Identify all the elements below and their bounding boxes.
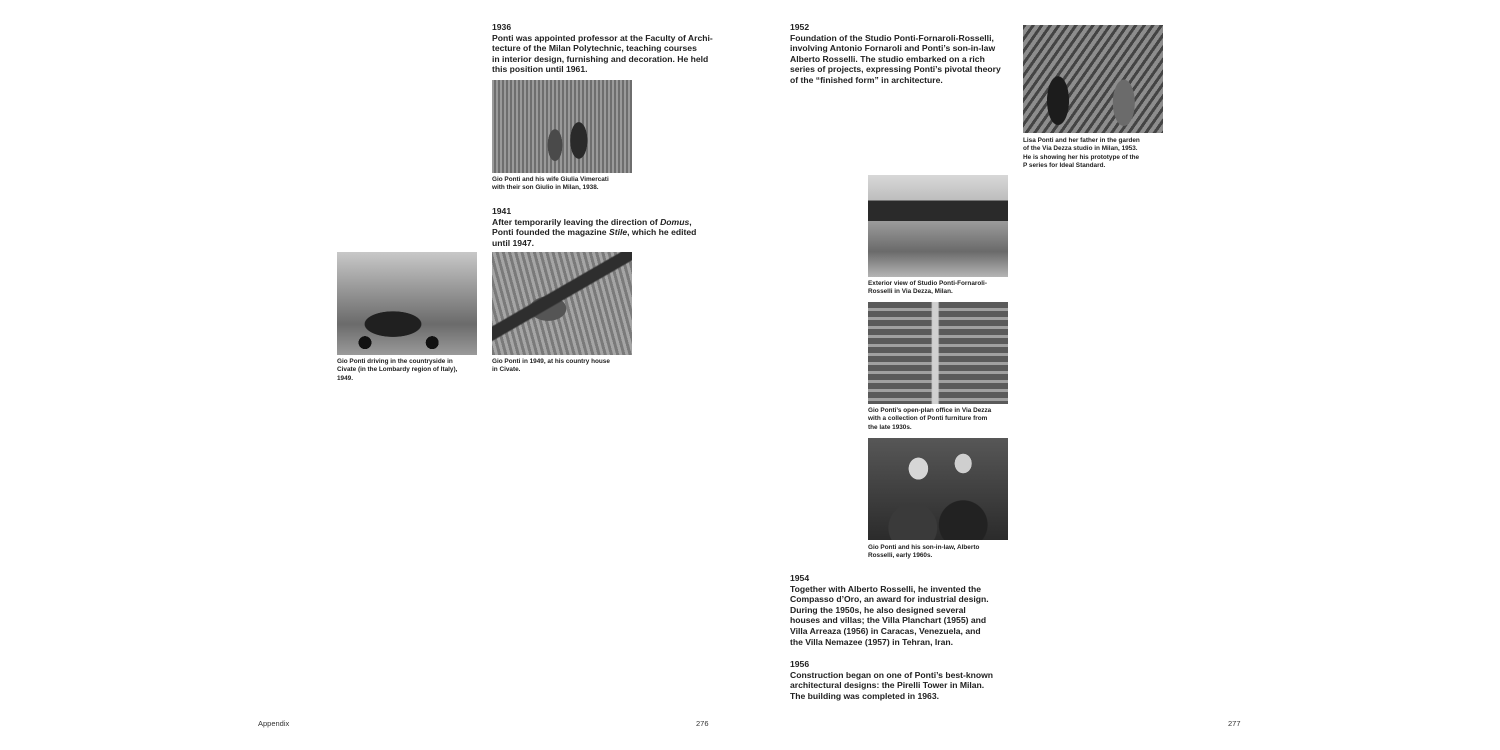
caption-line: Lisa Ponti and her father in the garden bbox=[1023, 137, 1140, 144]
entry-line: architectural designs: the Pirelli Tower in Milan. bbox=[790, 680, 985, 691]
entry-line: in interior design, furnishing and decoration. He held bbox=[492, 53, 709, 64]
caption-ponti-family-1938 bbox=[492, 176, 652, 193]
caption-line: Exterior view of Studio Ponti-Fornaroli- bbox=[868, 280, 987, 287]
photo-ponti-country-house-1949 bbox=[492, 252, 632, 355]
entry-line: this position until 1961. bbox=[492, 64, 588, 75]
photo-open-plan-office bbox=[868, 302, 1008, 404]
caption-line: in Civate. bbox=[492, 366, 521, 374]
caption-lisa-ponti-garden-1953 bbox=[1023, 137, 1183, 171]
entry-year: 1936 bbox=[492, 22, 512, 32]
caption-line: Civate (in the Lombardy region of Italy), bbox=[337, 366, 458, 374]
caption-line: Gio Ponti and his wife Giulia Vimercati bbox=[492, 176, 609, 183]
entry-1954 bbox=[790, 573, 1018, 647]
caption-open-plan-office bbox=[868, 407, 1028, 432]
magazine-title: Stile bbox=[608, 227, 628, 238]
caption-line: He is showing her his prototype of the bbox=[1023, 153, 1140, 161]
caption-ponti-rosselli-portrait bbox=[868, 544, 1028, 561]
caption-ponti-country-house-1949 bbox=[492, 358, 652, 375]
entry-line: tecture of the Milan Polytechnic, teaching courses bbox=[492, 43, 697, 54]
caption-line: 1949. bbox=[337, 374, 353, 382]
entry-line: of the “finished form” in architecture. bbox=[790, 74, 943, 85]
entry-line: involving Antonio Fornaroli and Ponti’s son-in-law bbox=[790, 43, 996, 54]
entry-line bbox=[492, 227, 727, 238]
photo-ponti-rosselli-portrait bbox=[868, 438, 1008, 540]
entry-line: The building was completed in 1963. bbox=[790, 690, 939, 701]
entry-line: until 1947. bbox=[492, 237, 535, 248]
entry-line: Together with Alberto Rosselli, he invented the bbox=[790, 583, 981, 594]
entry-1936 bbox=[492, 22, 727, 75]
magazine-title: Domus bbox=[660, 216, 690, 227]
photo-studio-exterior bbox=[868, 175, 1008, 277]
caption-ponti-driving-1949 bbox=[337, 358, 497, 383]
entry-line: Construction began on one of Ponti’s best-known bbox=[790, 669, 994, 680]
entry-line: houses and villas; the Villa Planchart (1955) and bbox=[790, 615, 987, 626]
entry-year: 1941 bbox=[492, 206, 512, 216]
caption-line: with their son Giulio in Milan, 1938. bbox=[492, 184, 599, 192]
entry-line: During the 1950s, he also designed several bbox=[790, 604, 966, 615]
photo-ponti-driving-1949 bbox=[337, 252, 477, 355]
caption-line: P series for Ideal Standard. bbox=[1023, 162, 1106, 170]
entry-year: 1954 bbox=[790, 573, 810, 583]
entry-line: Alberto Rosselli. The studio embarked on a rich bbox=[790, 53, 985, 64]
caption-line: with a collection of Ponti furniture from bbox=[868, 415, 988, 423]
page-number-left: 276 bbox=[696, 719, 709, 728]
entry-1956 bbox=[790, 659, 1018, 701]
photo-ponti-family-1938 bbox=[492, 80, 632, 173]
caption-line: of the Via Dezza studio in Milan, 1953. bbox=[1023, 145, 1138, 153]
entry-year: 1956 bbox=[790, 659, 810, 669]
caption-line: Gio Ponti’s open-plan office in Via Dezza bbox=[868, 407, 992, 414]
entry-year: 1952 bbox=[790, 22, 810, 32]
caption-studio-exterior bbox=[868, 280, 1028, 297]
entry-line: Compasso d’Oro, an award for industrial design. bbox=[790, 594, 989, 605]
running-footer-section: Appendix bbox=[258, 719, 290, 728]
caption-line: Gio Ponti in 1949, at his country house bbox=[492, 358, 610, 365]
text-run: After temporarily leaving the direction of bbox=[492, 216, 661, 227]
entry-1952 bbox=[790, 22, 1018, 86]
entry-line: Villa Arreaza (1956) in Caracas, Venezuela, and bbox=[790, 625, 981, 636]
entry-line bbox=[492, 217, 727, 228]
entry-1941 bbox=[492, 206, 727, 248]
caption-line: the late 1930s. bbox=[868, 423, 912, 431]
text-run: , which he edited bbox=[627, 227, 697, 238]
entry-line: the Villa Nemazee (1957) in Tehran, Iran. bbox=[790, 636, 954, 647]
caption-line: Rosselli, early 1960s. bbox=[868, 552, 933, 560]
caption-line: Gio Ponti driving in the countryside in bbox=[337, 358, 453, 365]
caption-line: Rosselli in Via Dezza, Milan. bbox=[868, 288, 953, 296]
caption-line: Gio Ponti and his son-in-law, Alberto bbox=[868, 544, 980, 551]
page-number-right: 277 bbox=[1228, 719, 1241, 728]
entry-line: Ponti was appointed professor at the Faculty of Archi- bbox=[492, 32, 713, 43]
entry-line: series of projects, expressing Ponti’s pivotal theory bbox=[790, 64, 1001, 75]
text-run: Ponti founded the magazine bbox=[492, 227, 609, 238]
entry-line: Foundation of the Studio Ponti-Fornaroli-Rosselli, bbox=[790, 32, 994, 43]
text-run: , bbox=[689, 216, 692, 227]
photo-lisa-ponti-garden-1953 bbox=[1023, 25, 1163, 133]
